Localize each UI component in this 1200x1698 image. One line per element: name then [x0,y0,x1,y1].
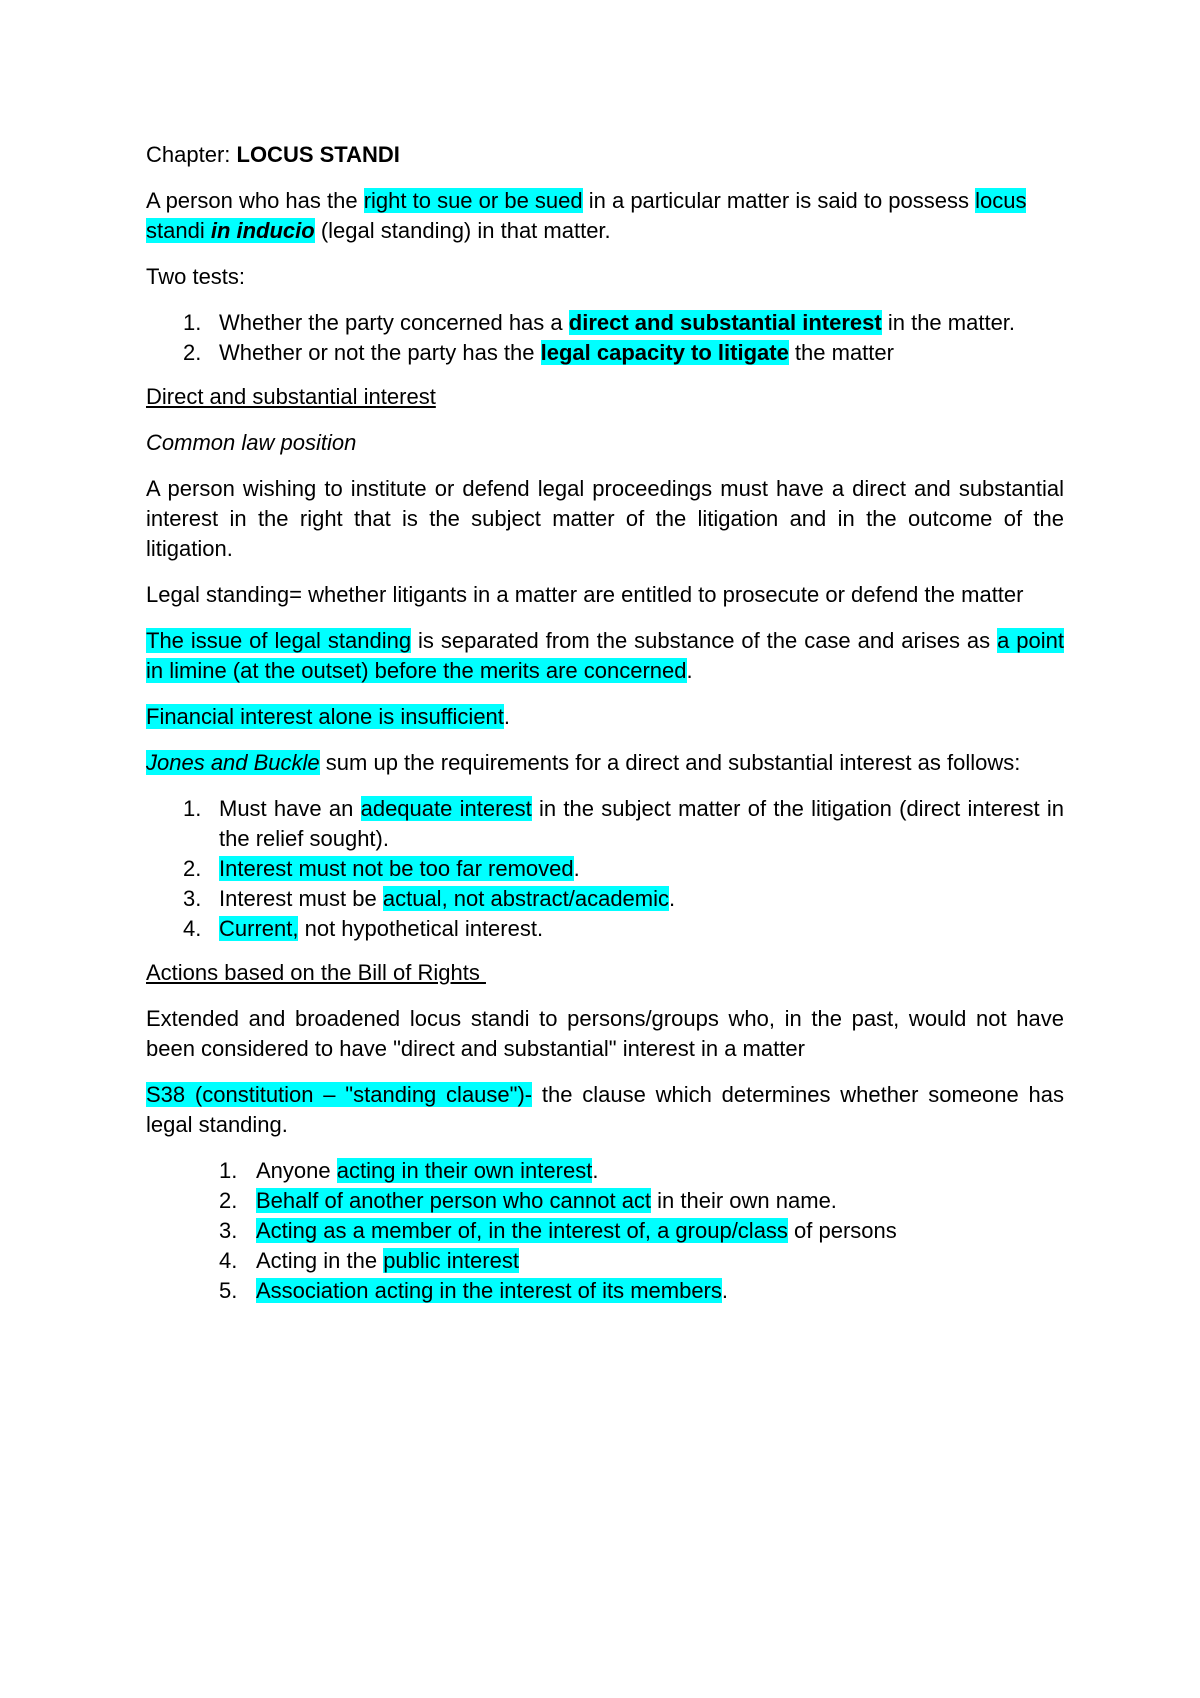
list-text: of persons [787,1218,897,1243]
two-tests-label: Two tests: [146,264,246,289]
list-item [146,308,1064,338]
paragraph-jones-and-buckle [146,748,1064,778]
list-highlight: direct and substantial interest [568,310,882,335]
body-text: sum up the requirements for a direct and substantial interest as follows: [319,750,1021,775]
paragraph-issue-of-standing [146,626,1064,686]
body-text: the clause which determines whether someone has legal standing. [146,1082,1064,1137]
list-highlight: legal capacity to litigate [540,340,789,365]
list-number: 4. [219,1248,238,1273]
intro-text-1: A person who has the [146,188,364,213]
list-text: Whether or not the party has the [219,340,541,365]
list-highlight: Current, [219,916,299,941]
list-number: 1. [183,310,202,335]
list-number: 2. [183,856,202,881]
list-number: 3. [183,886,202,911]
list-item [146,1246,1064,1276]
list-text: the matter [788,340,894,365]
document-page [146,140,1064,1320]
list-text: Whether the party concerned has a [219,310,569,335]
list-item [146,884,1064,914]
list-text: Anyone [256,1158,337,1183]
list-item [146,914,1064,944]
list-text: Interest must be [219,886,383,911]
highlight-text: The issue of legal standing [146,628,412,653]
paragraph-financial-interest [146,702,1064,732]
intro-highlight-2b: in inducio [210,218,315,243]
list-text: in the subject matter of the litigation (direct interest in the relief sought). [219,796,1064,851]
list-text: in the matter. [881,310,1016,335]
intro-text-3: (legal standing) in that matter. [314,218,611,243]
list-item [146,1276,1064,1306]
list-number: 1. [219,1158,238,1183]
highlight-text: Jones and Buckle [146,750,320,775]
list-highlight: adequate interest [360,796,532,821]
list-item [146,338,1064,368]
body-text: . [686,658,693,683]
list-text: . [669,886,676,911]
list-text: . [573,856,580,881]
list-number: 2. [183,340,202,365]
highlight-text: S38 (constitution – "standing clause")- [146,1082,533,1107]
list-text: in their own name. [651,1188,837,1213]
list-item [146,1216,1064,1246]
section-heading-direct-interest: Direct and substantial interest [146,384,436,409]
list-text: Must have an [219,796,361,821]
list-text: Acting in the [256,1248,384,1273]
list-number: 4. [183,916,202,941]
list-number: 2. [219,1188,238,1213]
tests-list [146,308,1064,368]
intro-highlight-2a: locus standi [146,188,1027,243]
list-item [146,1156,1064,1186]
standing-list [146,1156,1064,1306]
list-highlight: Association acting in the interest of its members [256,1278,722,1303]
highlight-text: Financial interest alone is insufficient [146,704,504,729]
paragraph-extended-standing: Extended and broadened locus standi to persons/groups who, in the past, would not have been considered to have "direct and substantial" interest in a matter [146,1006,1064,1061]
requirements-list [146,794,1064,944]
list-item [146,854,1064,884]
paragraph-s38 [146,1080,1064,1140]
list-item [146,794,1064,854]
list-highlight: Interest must not be too far removed [219,856,574,881]
chapter-heading [146,140,1064,170]
highlight-text: a point in limine (at the outset) before the merits are concerned [146,628,1064,683]
body-text: is separated from the substance of the case and arises as [411,628,998,653]
paragraph-legal-standing: Legal standing= whether litigants in a matter are entitled to prosecute or defend the matter [146,582,1024,607]
list-highlight: acting in their own interest [336,1158,593,1183]
list-highlight: Acting as a member of, in the interest of, a group/class [256,1218,788,1243]
subsection-heading-common-law: Common law position [146,430,357,455]
list-highlight: public interest [383,1248,519,1273]
list-highlight: Behalf of another person who cannot act [256,1188,652,1213]
list-text: not hypothetical interest. [298,916,544,941]
list-text: . [592,1158,599,1183]
list-text: . [721,1278,729,1303]
chapter-title: LOCUS STANDI [236,142,400,167]
chapter-prefix: Chapter: [146,142,237,167]
list-highlight: actual, not abstract/academic [382,886,670,911]
list-number: 5. [219,1278,238,1303]
list-number: 3. [219,1218,238,1243]
body-text: . [503,704,511,729]
intro-text-2: in a particular matter is said to possess [582,188,976,213]
section-heading-bill-of-rights: Actions based on the Bill of Rights [146,960,486,985]
paragraph-common-law: A person wishing to institute or defend legal proceedings must have a direct and substantial interest in the right that is the subject matter of the litigation and in the outcome of the litigation. [146,476,1064,561]
intro-paragraph [146,186,1064,246]
list-number: 1. [183,796,202,821]
list-item [146,1186,1064,1216]
intro-highlight-1: right to sue or be sued [363,188,583,213]
